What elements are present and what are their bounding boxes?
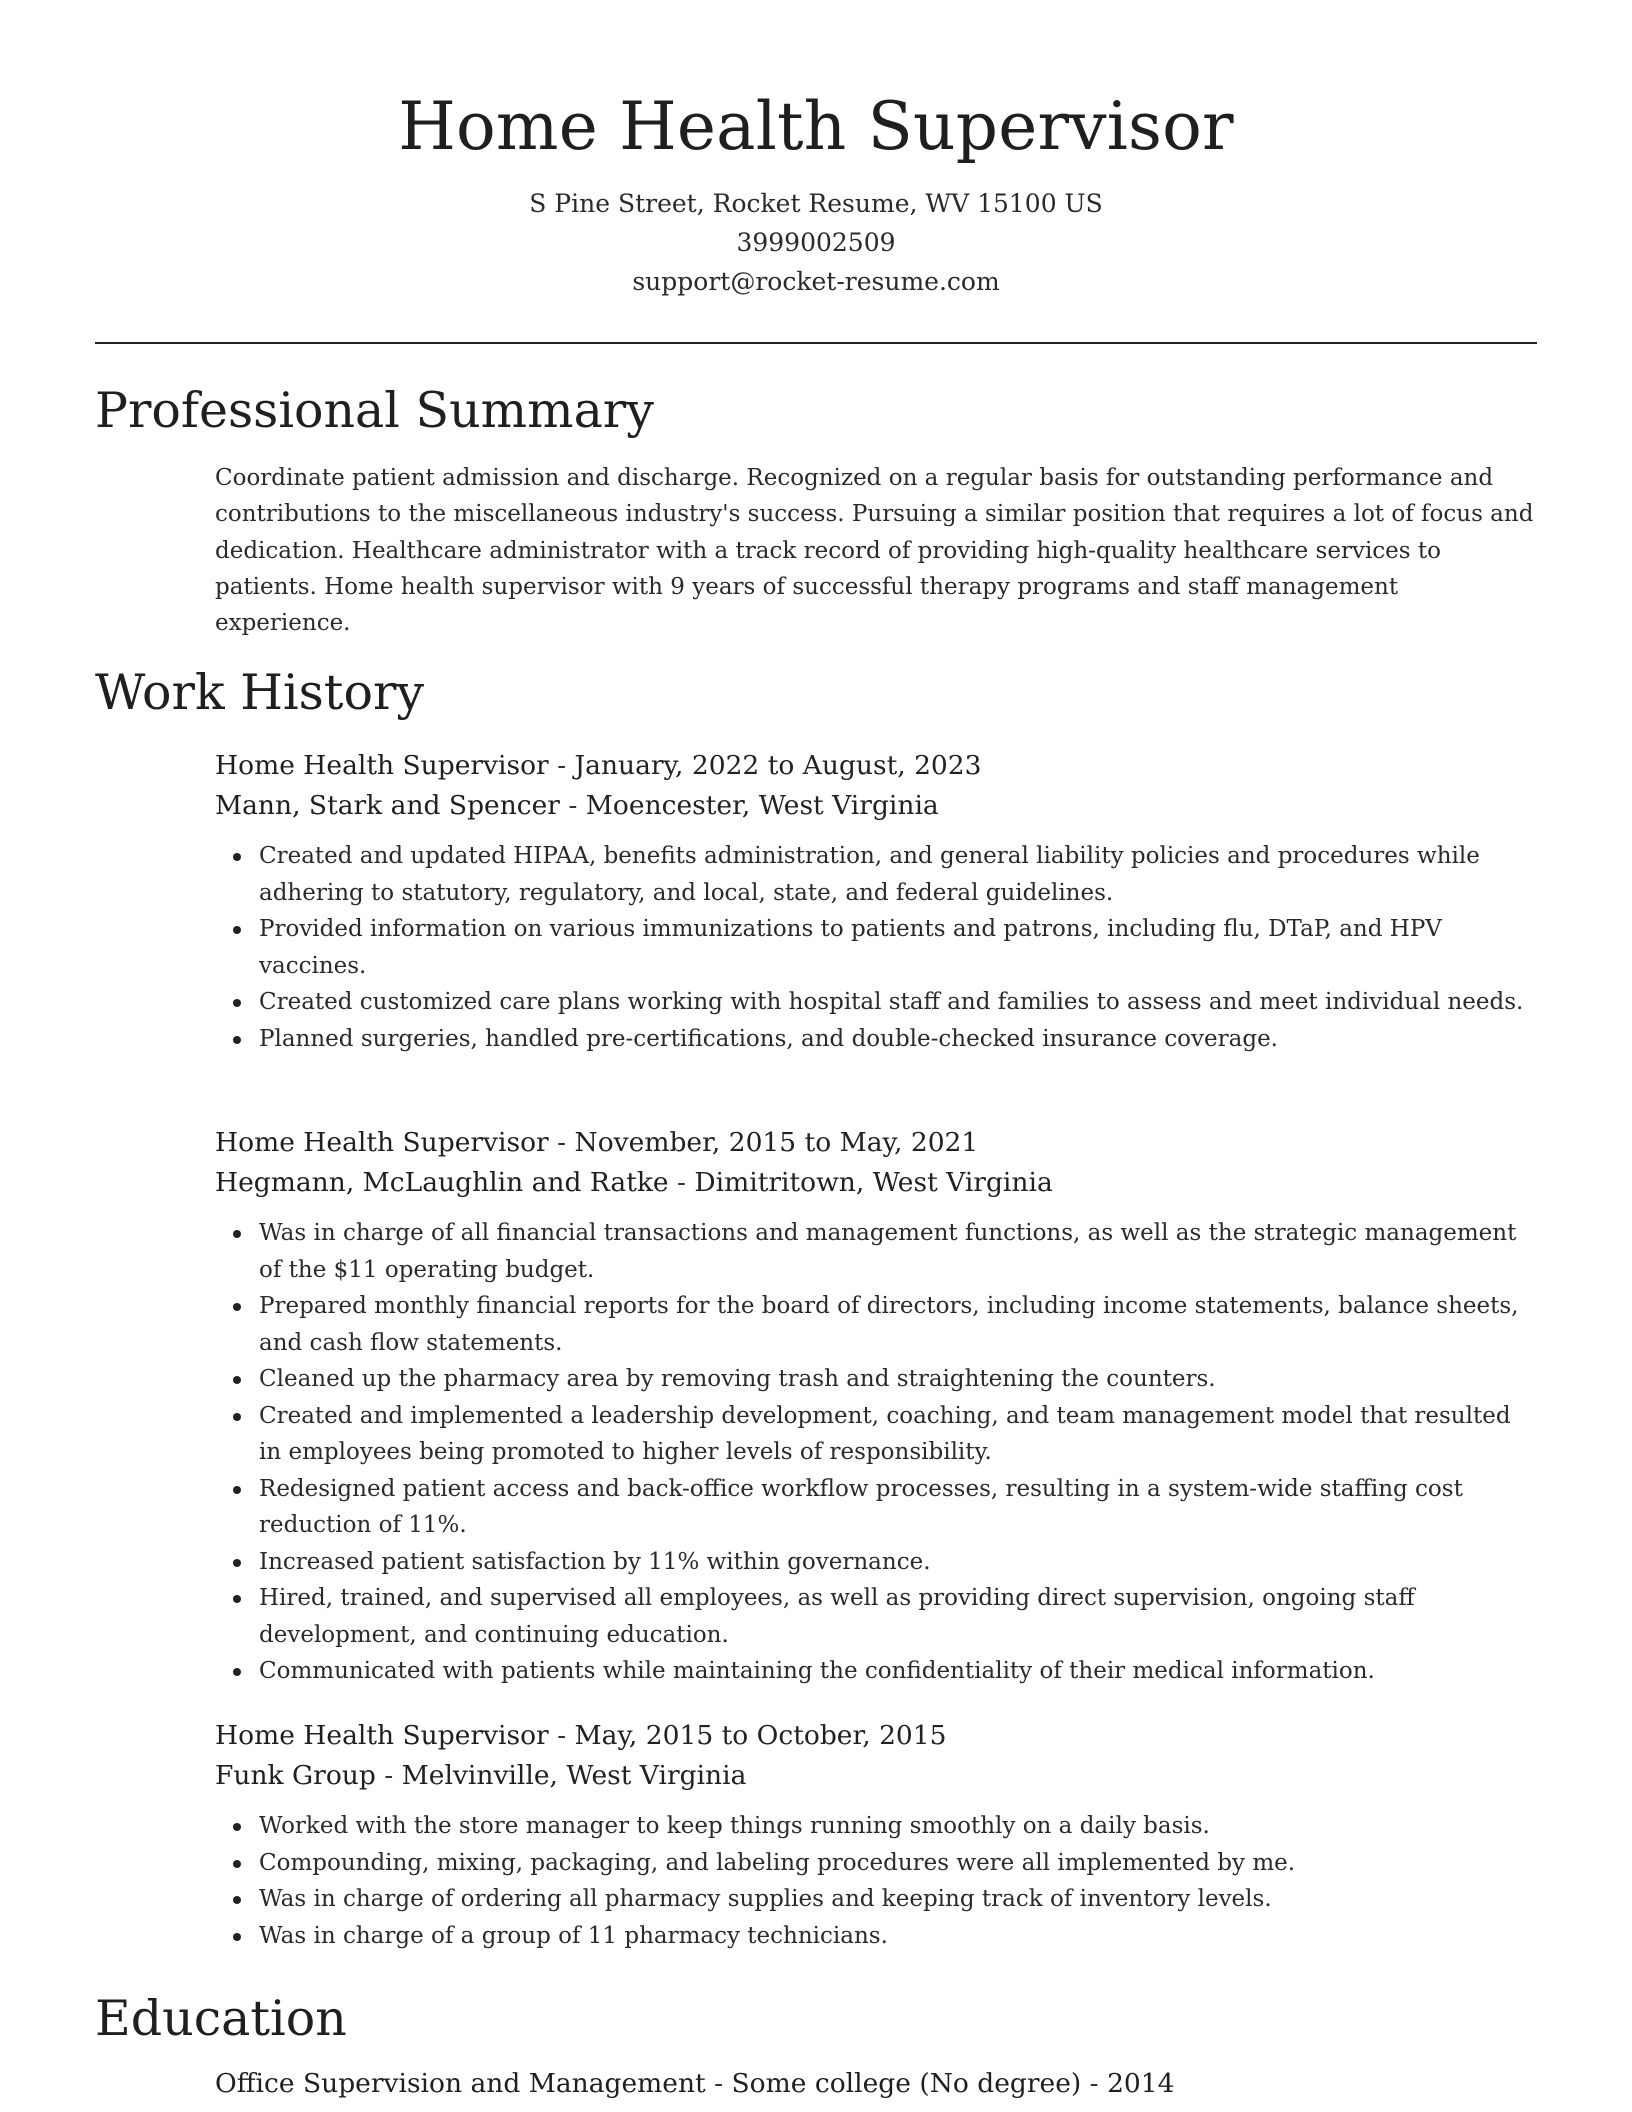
job-bullet: Was in charge of ordering all pharmacy supplies and keeping track of inventory levels.: [259, 1881, 1537, 1918]
job-bullet: Prepared monthly financial reports for the board of directors, including income statements, balance sheets, and cash flow statements.: [259, 1288, 1537, 1361]
job-bullet: Redesigned patient access and back-office workflow processes, resulting in a system-wide staffing cost reduction of 11%.: [259, 1471, 1537, 1544]
header-divider: [95, 342, 1537, 344]
section-title-summary: Professional Summary: [95, 382, 654, 439]
job-company: Hegmann, McLaughlin and Ratke: [215, 1167, 669, 1198]
job-bullets: [215, 1808, 1537, 1954]
job-company-line: [215, 1756, 1537, 1796]
job-bullet: Hired, trained, and supervised all employees, as well as providing direct supervision, ongoing staff development, and continuing education.: [259, 1580, 1537, 1653]
contact-address: S Pine Street, Rocket Resume, WV 15100 US: [529, 189, 1103, 218]
summary-text: Coordinate patient admission and discharge. Recognized on a regular basis for outstanding performance and contributions to the miscellaneous industry's success. Pursuing a similar position that requires a lot of focus and dedication. Healthcare administrator with a track record of providing high-quality healthcare services to patients. Home health supervisor with 9 years of successful therapy programs and staff management experience.: [215, 465, 1534, 637]
job-dates: November, 2015 to May, 2021: [574, 1127, 979, 1158]
job-dates: January, 2022 to August, 2023: [574, 750, 982, 781]
job-bullet: Planned surgeries, handled pre-certifications, and double-checked insurance coverage.: [259, 1021, 1537, 1058]
job-bullet: Created and implemented a leadership development, coaching, and team management model that resulted in employees being promoted to higher levels of responsibility.: [259, 1398, 1537, 1471]
job-company: Funk Group: [215, 1760, 376, 1791]
separator: -: [548, 1720, 575, 1751]
education-level: Some college (No degree): [731, 2068, 1082, 2099]
job-bullet: Was in charge of a group of 11 pharmacy technicians.: [259, 1918, 1537, 1955]
separator: -: [548, 750, 575, 781]
resume-header: [95, 82, 1537, 301]
job-bullets: [215, 838, 1537, 1057]
job-title: Home Health Supervisor: [215, 750, 549, 781]
education-entry: [215, 2064, 1537, 2104]
job-company: Mann, Stark and Spencer: [215, 790, 560, 821]
job-bullet: Compounding, mixing, packaging, and labeling procedures were all implemented by me.: [259, 1845, 1537, 1882]
job-bullet: Communicated with patients while maintaining the confidentiality of their medical information.: [259, 1653, 1537, 1690]
job-bullet: Created customized care plans working with hospital staff and families to assess and meet individual needs.: [259, 984, 1537, 1021]
separator: -: [548, 1127, 575, 1158]
job-bullet: Cleaned up the pharmacy area by removing trash and straightening the counters.: [259, 1361, 1537, 1398]
job-entry: [215, 1123, 1537, 1690]
job-bullets: [215, 1215, 1537, 1690]
separator: -: [559, 790, 586, 821]
section-title-education: Education: [95, 1990, 347, 2047]
job-bullet: Provided information on various immunizations to patients and patrons, including flu, DTaP, and HPV vaccines.: [259, 911, 1537, 984]
job-dates: May, 2015 to October, 2015: [574, 1720, 947, 1751]
job-title-line: [215, 1716, 1537, 1756]
contact-email: support@rocket-resume.com: [632, 267, 1000, 296]
job-entry: [215, 1716, 1537, 1954]
contact-phone: 3999002509: [736, 228, 896, 257]
summary-block: [215, 460, 1537, 641]
job-title: Home Health Supervisor: [215, 1127, 549, 1158]
separator: -: [375, 1760, 402, 1791]
job-title-line: [215, 746, 1537, 786]
job-location: Melvinville, West Virginia: [401, 1760, 747, 1791]
education-line: [215, 2064, 1537, 2104]
job-location: Dimitritown, West Virginia: [694, 1167, 1053, 1198]
job-title: Home Health Supervisor: [215, 1720, 549, 1751]
job-title-line: [215, 1123, 1537, 1163]
contact-info: [95, 184, 1537, 301]
job-bullet: Created and updated HIPAA, benefits administration, and general liability policies and procedures while adhering to statutory, regulatory, and local, state, and federal guidelines.: [259, 838, 1537, 911]
education-program: Office Supervision and Management: [215, 2068, 706, 2099]
job-entry: [215, 746, 1537, 1057]
section-title-work-history: Work History: [95, 664, 425, 721]
separator: -: [1081, 2068, 1108, 2099]
education-year: 2014: [1107, 2068, 1175, 2099]
job-bullet: Increased patient satisfaction by 11% within governance.: [259, 1544, 1537, 1581]
job-bullet: Worked with the store manager to keep things running smoothly on a daily basis.: [259, 1808, 1537, 1845]
separator: -: [705, 2068, 732, 2099]
candidate-name: Home Health Supervisor: [398, 88, 1234, 165]
job-location: Moencester, West Virginia: [585, 790, 939, 821]
job-company-line: [215, 786, 1537, 826]
job-bullet: Was in charge of all financial transactions and management functions, as well as the strategic management of the $11 operating budget.: [259, 1215, 1537, 1288]
separator: -: [668, 1167, 695, 1198]
job-company-line: [215, 1163, 1537, 1203]
